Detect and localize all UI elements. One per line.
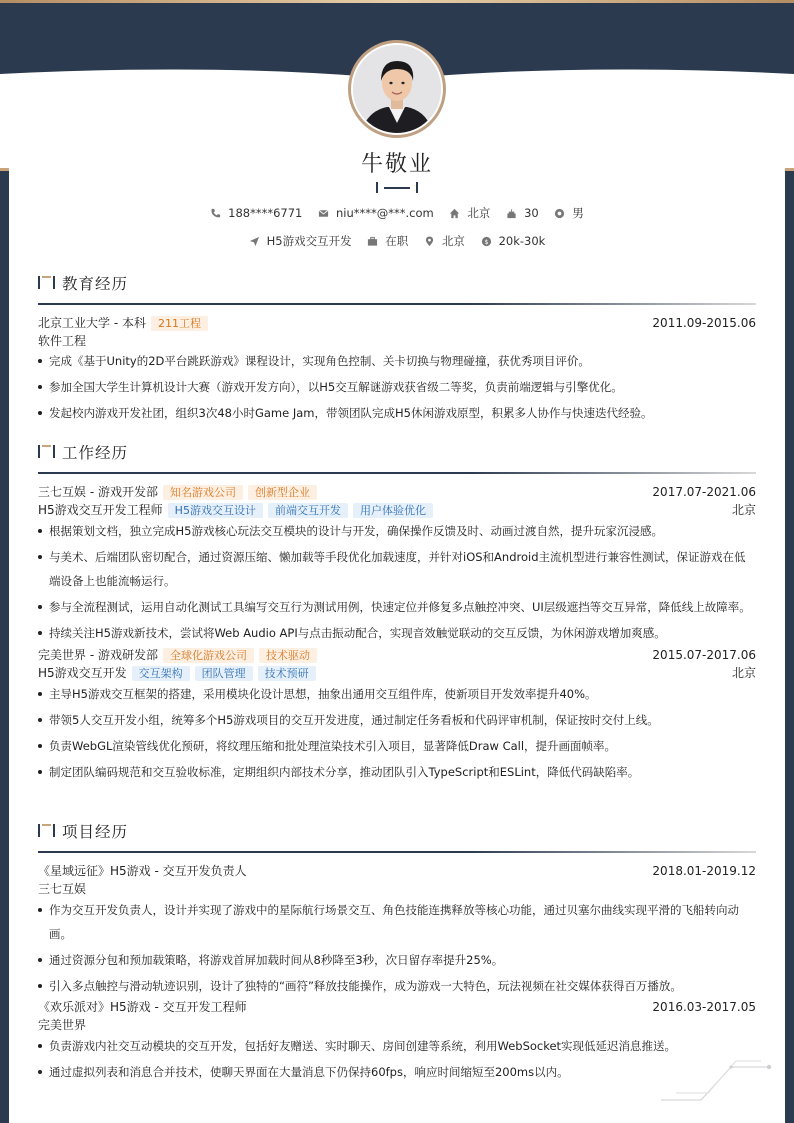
list-item: 参加全国大学生计算机设计大赛（游戏开发方向），以H5交互解谜游戏获省级二等奖，负责前端逻辑与引擎优化。 [38, 375, 756, 399]
left-frame [0, 168, 9, 1123]
contact-city: 北京 [449, 205, 490, 221]
job-intent-row [0, 233, 794, 250]
list-item: 通过资源分包和预加载策略，将游戏首屏加载时间从8秒降至3秒，次日留存率提升25%。 [38, 948, 756, 972]
job-role: H5游戏交互开发 [38, 666, 127, 680]
section-mark-icon [38, 824, 56, 837]
mail-icon [318, 208, 329, 219]
job-entry [38, 646, 756, 664]
list-item: 完成《基于Unity的2D平台跳跃游戏》课程设计，实现角色控制、关卡切换与物理碰撞，获优秀项目评价。 [38, 349, 756, 373]
education-section [38, 271, 756, 425]
coin-icon [481, 236, 492, 247]
project-entry [38, 862, 756, 880]
role-tag: 用户体验优化 [353, 503, 433, 518]
school-tag: 211工程 [151, 316, 208, 331]
project-bullets [38, 1034, 756, 1084]
candidate-name: 牛敬业 [360, 152, 433, 177]
briefcase-icon [367, 236, 378, 247]
role-tag: 前端交互开发 [268, 503, 348, 518]
job-role: H5游戏交互开发工程师 [38, 503, 163, 517]
company-tag: 创新型企业 [248, 485, 317, 500]
list-item: 负责游戏内社交互动模块的交互开发，包括好友赠送、实时聊天、房间创建等系统，利用WebSocket实现低延迟消息推送。 [38, 1034, 756, 1058]
intent-salary: $ 20k-30k [481, 234, 546, 248]
job-city: 北京 [731, 666, 756, 680]
section-title: 工作经历 [62, 444, 129, 462]
job-city: 北京 [731, 503, 756, 517]
section-header [38, 271, 756, 295]
list-item: 持续关注H5游戏新技术，尝试将Web Audio API与点击振动配合，实现音效触觉联动的交互反馈，为休闲游戏增加爽感。 [38, 621, 756, 645]
job-period: 2015.07-2017.06 [652, 648, 756, 662]
list-item: 发起校内游戏开发社团，组织3次48小时Game Jam，带领团队完成H5休闲游戏原型，积累多人协作与快速迭代经验。 [38, 401, 756, 425]
name-divider [376, 182, 418, 194]
section-header [38, 819, 756, 843]
gender-icon [554, 208, 565, 219]
contact-phone: 188****6771 [210, 206, 302, 220]
list-item: 引入多点触控与滑动轨迹识别，设计了独特的“画符”释放技能操作，成为游戏一大特色，玩法视频在社交媒体获得百万播放。 [38, 974, 756, 998]
school-name: 北京工业大学 - 本科 [38, 316, 146, 330]
svg-text:$: $ [484, 237, 489, 246]
intent-city: 北京 [424, 233, 465, 249]
portrait-photo [353, 45, 441, 133]
project-period: 2016.03-2017.05 [652, 1000, 756, 1014]
list-item: 制定团队编码规范和交互验收标准，定期组织内部技术分享，推动团队引入TypeScript和ESLint，降低代码缺陷率。 [38, 760, 756, 784]
job-period: 2017.07-2021.06 [652, 485, 756, 499]
project-org: 完美世界 [38, 1018, 87, 1032]
list-item: 作为交互开发负责人，设计并实现了游戏中的星际航行场景交互、角色技能连携释放等核心功能，通过贝塞尔曲线实现平滑的飞船转向动画。 [38, 898, 756, 946]
list-item: 负责WebGL渲染管线优化预研，将纹理压缩和批处理渲染技术引入项目，显著降低Draw Call，提升画面帧率。 [38, 734, 756, 758]
job-bullets [38, 519, 756, 645]
intent-status: 在职 [367, 233, 408, 249]
job-role-row [38, 501, 756, 519]
location-icon [424, 236, 435, 247]
list-item: 主导H5游戏交互框架的搭建，采用模块化设计思想，抽象出通用交互组件库，使新项目开发效率提升40%。 [38, 682, 756, 706]
section-mark-icon [38, 276, 56, 289]
send-icon [249, 236, 260, 247]
job-bullets [38, 682, 756, 784]
education-bullets [38, 349, 756, 425]
section-mark-icon [38, 445, 56, 458]
avatar [348, 40, 446, 138]
phone-icon [210, 208, 221, 219]
company-name: 完美世界 - 游戏研发部 [38, 648, 158, 662]
list-item: 根据策划文档，独立完成H5游戏核心玩法交互模块的设计与开发，确保操作反馈及时、动画过渡自然，提升玩家沉浸感。 [38, 519, 756, 543]
contact-email: niu****@***.com [318, 206, 434, 220]
intent-position: H5游戏交互开发 [249, 233, 352, 249]
role-tag: H5游戏交互设计 [168, 503, 263, 518]
right-frame [785, 168, 794, 1123]
contact-gender: 男 [554, 205, 584, 221]
list-item: 参与全流程测试，运用自动化测试工具编写交互行为测试用例，快速定位并修复多点触控冲突、UI层级遮挡等交互异常，降低线上故障率。 [38, 595, 756, 619]
section-title: 项目经历 [62, 823, 129, 841]
projects-section [38, 819, 756, 1084]
job-entry [38, 483, 756, 501]
role-tag: 团队管理 [195, 666, 253, 681]
education-entry [38, 314, 756, 332]
education-period: 2011.09-2015.06 [652, 316, 756, 330]
job-role-row [38, 664, 756, 682]
project-name: 《欢乐派对》H5游戏 - 交互开发工程师 [38, 1000, 247, 1014]
section-title: 教育经历 [62, 275, 129, 293]
contact-age: 30 [506, 206, 539, 220]
company-tag: 技术驱动 [259, 648, 317, 663]
section-header [38, 440, 756, 464]
role-tag: 交互架构 [132, 666, 190, 681]
project-period: 2018.01-2019.12 [652, 864, 756, 878]
list-item: 通过虚拟列表和消息合并技术，使聊天界面在大量消息下仍保持60fps，响应时间缩短至200ms以内。 [38, 1060, 756, 1084]
corner-decoration [656, 1045, 776, 1105]
home-icon [449, 208, 460, 219]
company-name: 三七互娱 - 游戏开发部 [38, 485, 158, 499]
project-name: 《星域远征》H5游戏 - 交互开发负责人 [38, 864, 247, 878]
contact-row [0, 205, 794, 222]
project-bullets [38, 898, 756, 998]
work-section [38, 440, 756, 784]
company-tag: 全球化游戏公司 [163, 648, 254, 663]
project-org: 三七互娱 [38, 882, 87, 896]
list-item: 带领5人交互开发小组，统筹多个H5游戏项目的交互开发进度，通过制定任务看板和代码评审机制，保证按时交付上线。 [38, 708, 756, 732]
project-entry [38, 998, 756, 1016]
company-tag: 知名游戏公司 [163, 485, 243, 500]
role-tag: 技术预研 [258, 666, 316, 681]
list-item: 与美术、后端团队密切配合，通过资源压缩、懒加载等手段优化加载速度，并针对iOS和Android主流机型进行兼容性测试，保证游戏在低端设备上也能流畅运行。 [38, 545, 756, 593]
cake-icon [506, 208, 517, 219]
major: 软件工程 [38, 334, 87, 348]
